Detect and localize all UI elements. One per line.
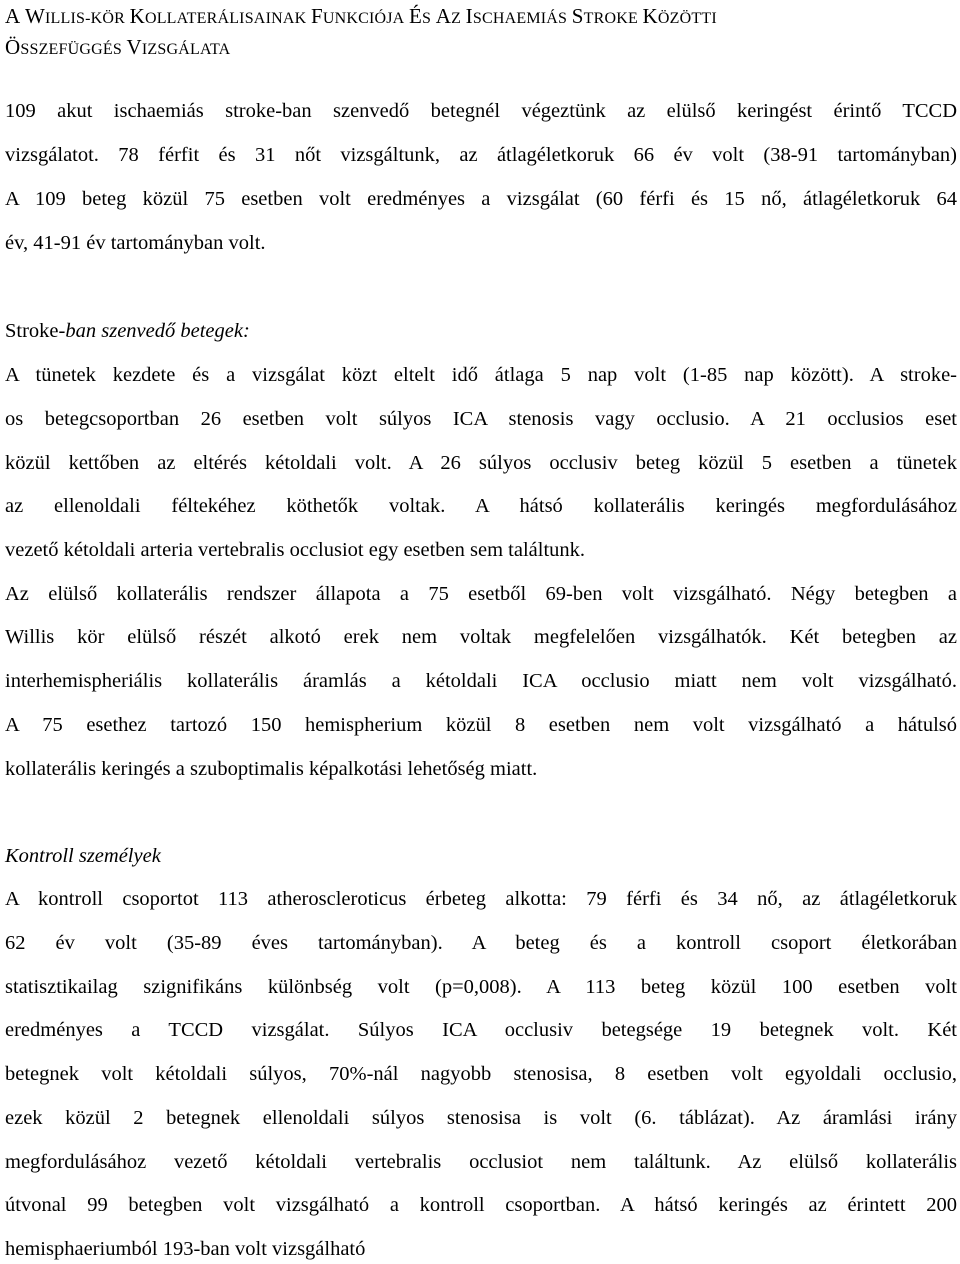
stroke-line-6: Az elülső kollaterális rendszer állapota a 75 esetből 69-ben volt vizsgálható. Négy betegben a [5,583,957,605]
stroke-line-5: vezető kétoldali arteria vertebralis occlusiot egy esetben sem találtunk. [5,539,586,561]
stroke-heading-italic: ban szenvedő betegek: [65,320,250,342]
control-line-8: útvonal 99 betegben volt vizsgálható a kontroll csoportban. A hátsó keringés az érintett 200 [5,1194,957,1216]
control-line-7: megfordulásához vezető kétoldali vertebralis occlusiot nem találtunk. Az elülső kollaterális [5,1151,957,1173]
intro-line-3: A 109 beteg közül 75 esetben volt eredményes a vizsgálat (60 férfi és 15 nő, átlagéletkoruk 64 [5,188,957,210]
title-line-1: A WILLIS-KÖR KOLLATERÁLISAINAK FUNKCIÓJA ÉS AZ ISCHAEMIÁS STROKE KÖZÖTTI [5,4,717,28]
title-line-2: ÖSSZEFÜGGÉS VIZSGÁLATA [5,35,231,59]
intro-line-4: év, 41-91 év tartományban volt. [5,232,266,254]
control-line-4: eredményes a TCCD vizsgálat. Súlyos ICA occlusiv betegsége 19 betegnek volt. Két [5,1019,957,1041]
stroke-section-heading [5,317,957,345]
control-line-3: statisztikailag szignifikáns különbség volt (p=0,008). A 113 beteg közül 100 esetben volt [5,976,957,998]
stroke-heading-upright: Stroke- [5,320,66,342]
stroke-line-2: os betegcsoportban 26 esetben volt súlyos ICA stenosis vagy occlusio. A 21 occlusios eset [5,408,957,430]
stroke-line-4: az ellenoldali féltekéhez köthetők voltak. A hátsó kollaterális keringés megfordulásához [5,495,957,517]
control-line-5: betegnek volt kétoldali súlyos, 70%-nál nagyobb stenosisa, 8 esetben volt egyoldali occlusio, [5,1063,957,1085]
stroke-line-9: A 75 esethez tartozó 150 hemispherium közül 8 esetben nem volt vizsgálható a hátulsó [5,714,957,736]
control-line-9: hemisphaeriumból 193-ban volt vizsgálható [5,1238,366,1260]
stroke-line-7: Willis kör elülső részét alkotó erek nem voltak megfelelően vizsgálhatók. Két betegben az [5,626,957,648]
stroke-line-8: interhemispheriális kollaterális áramlás a kétoldali ICA occlusio miatt nem volt vizsgálható. [5,670,957,692]
stroke-line-1: A tünetek kezdete és a vizsgálat közt eltelt idő átlaga 5 nap volt (1-85 nap között). A stroke- [5,364,957,386]
control-section-heading: Kontroll személyek [5,845,161,867]
intro-line-1: 109 akut ischaemiás stroke-ban szenvedő betegnél végeztünk az elülső keringést érintő TCCD [5,100,957,122]
control-line-1: A kontroll csoportot 113 atheroscleroticus érbeteg alkotta: 79 férfi és 34 nő, az átlagéletkoruk [5,888,957,910]
control-line-2: 62 év volt (35-89 éves tartományban). A beteg és a kontroll csoport életkorában [5,932,957,954]
page-title [5,2,955,64]
control-line-6: ezek közül 2 betegnek ellenoldali súlyos stenosisa is volt (6. táblázat). Az áramlási irány [5,1107,957,1129]
stroke-line-10: kollaterális keringés a szuboptimalis képalkotási lehetőség miatt. [5,758,538,780]
stroke-line-3: közül kettőben az eltérés kétoldali volt. A 26 súlyos occlusiv beteg közül 5 esetben a tünetek [5,452,957,474]
intro-line-2: vizsgálatot. 78 férfit és 31 nőt vizsgáltunk, az átlagéletkoruk 66 év volt (38-91 tartományban) [5,144,957,166]
